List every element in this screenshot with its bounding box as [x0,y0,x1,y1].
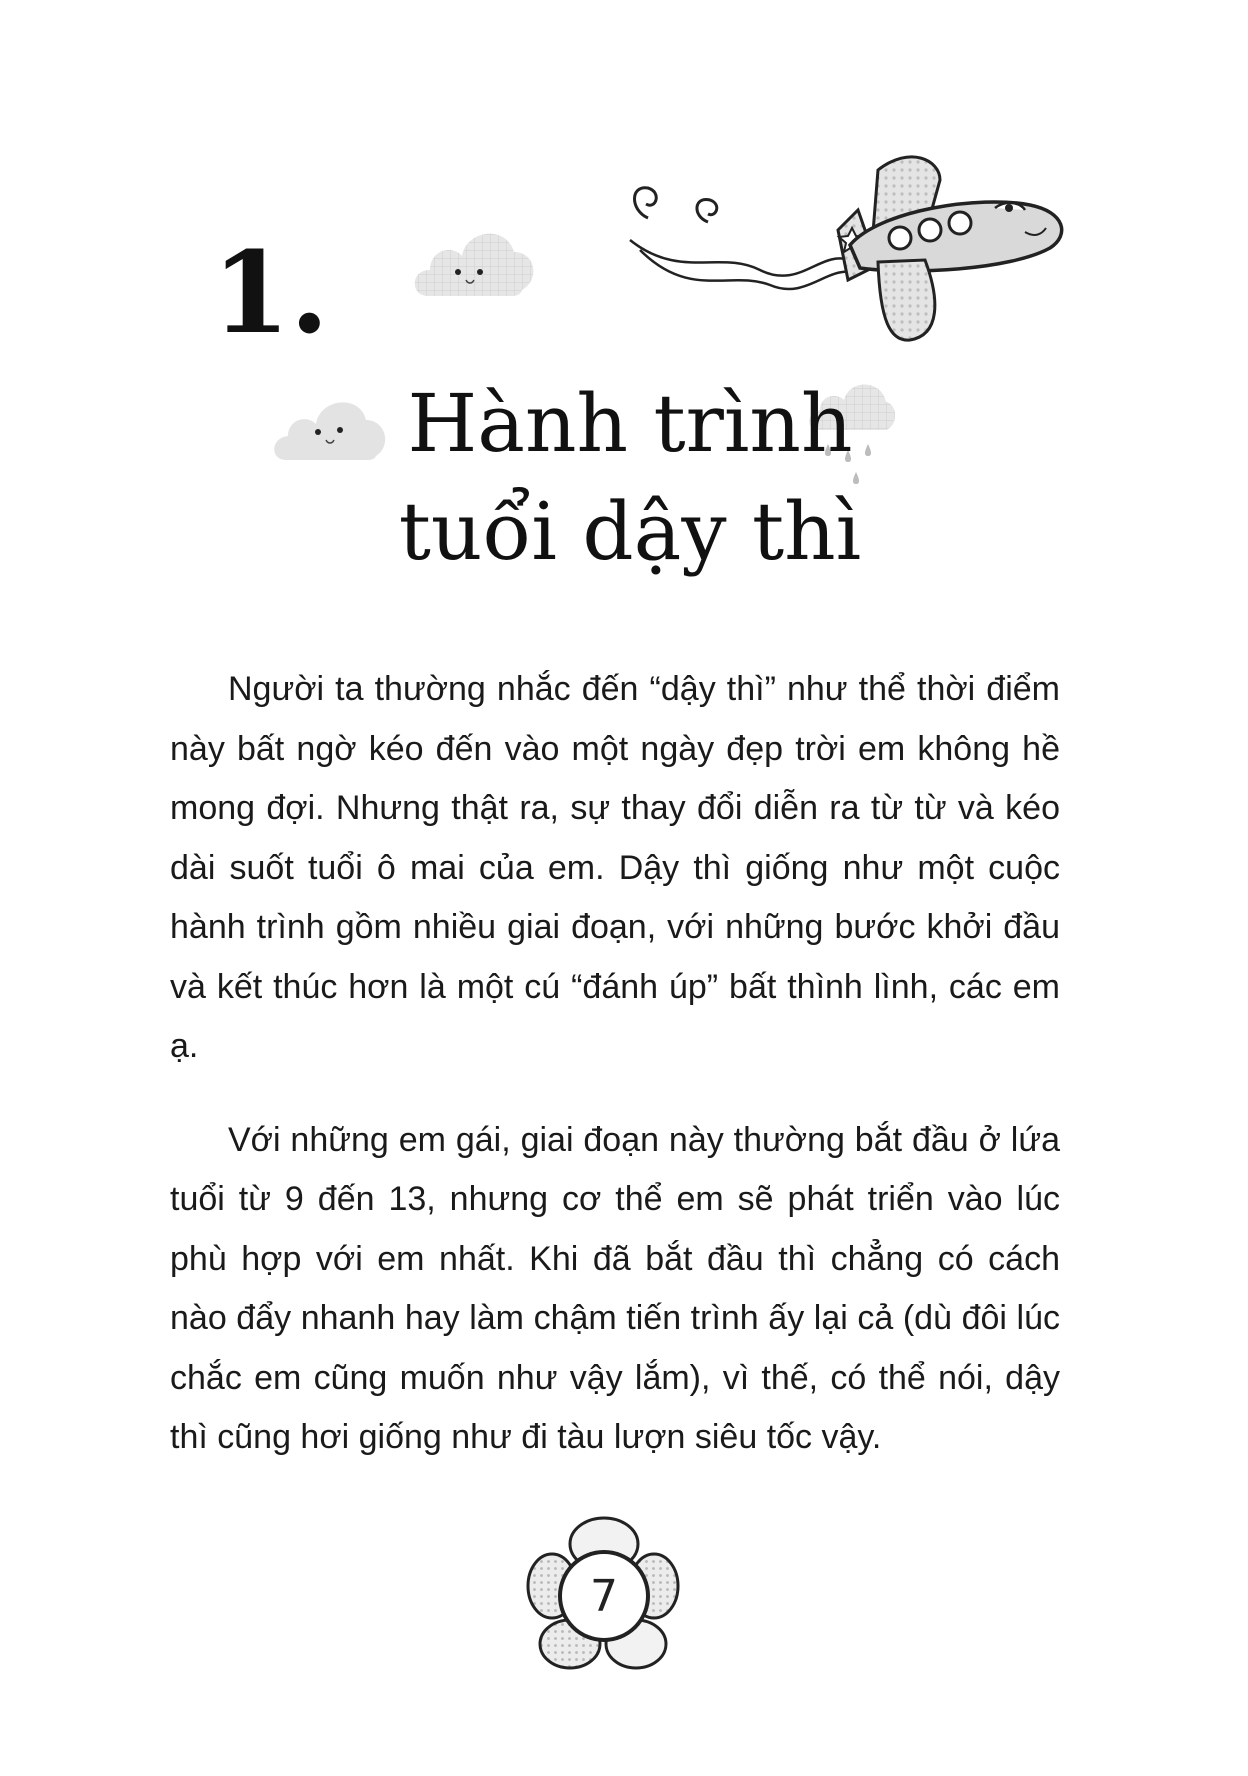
chapter-number: 1. [212,228,329,359]
cloud-icon [410,218,540,302]
page-number: 7 [590,1570,618,1622]
chapter-title-line-2: tuổi dậy thì [398,485,862,578]
body-text [170,660,1060,1502]
paragraph-1: Người ta thường nhắc đến “dậy thì” như thể thời điểm này bất ngờ kéo đến vào một ngày đẹp trời em không hề mong đợi. Nhưng thật ra, sự thay đổi diễn ra từ từ và kéo dài suốt tuổi ô mai của em. Dậy thì giống như một cuộc hành trình gồm nhiều giai đoạn, với những bước khởi đầu và kết thúc hơn là một cú “đánh úp” bất thình lình, các em ạ. [170,670,1060,1065]
airplane-icon [610,150,1080,380]
chapter-title [330,370,930,586]
chapter-title-line-1: Hành trình [407,377,853,470]
paragraph-2: Với những em gái, giai đoạn này thường bắt đầu ở lứa tuổi từ 9 đến 13, nhưng cơ thể em sẽ phát triển vào lúc phù hợp với em nhất. Khi đã bắt đầu thì chẳng có cách nào đẩy nhanh hay làm chậm tiến trình ấy lại cả (dù đôi lúc chắc em cũng muốn như vậy lắm), vì thế, có thể nói, dậy thì cũng hơi giống như đi tàu lượn siêu tốc vậy. [170,1120,1060,1456]
